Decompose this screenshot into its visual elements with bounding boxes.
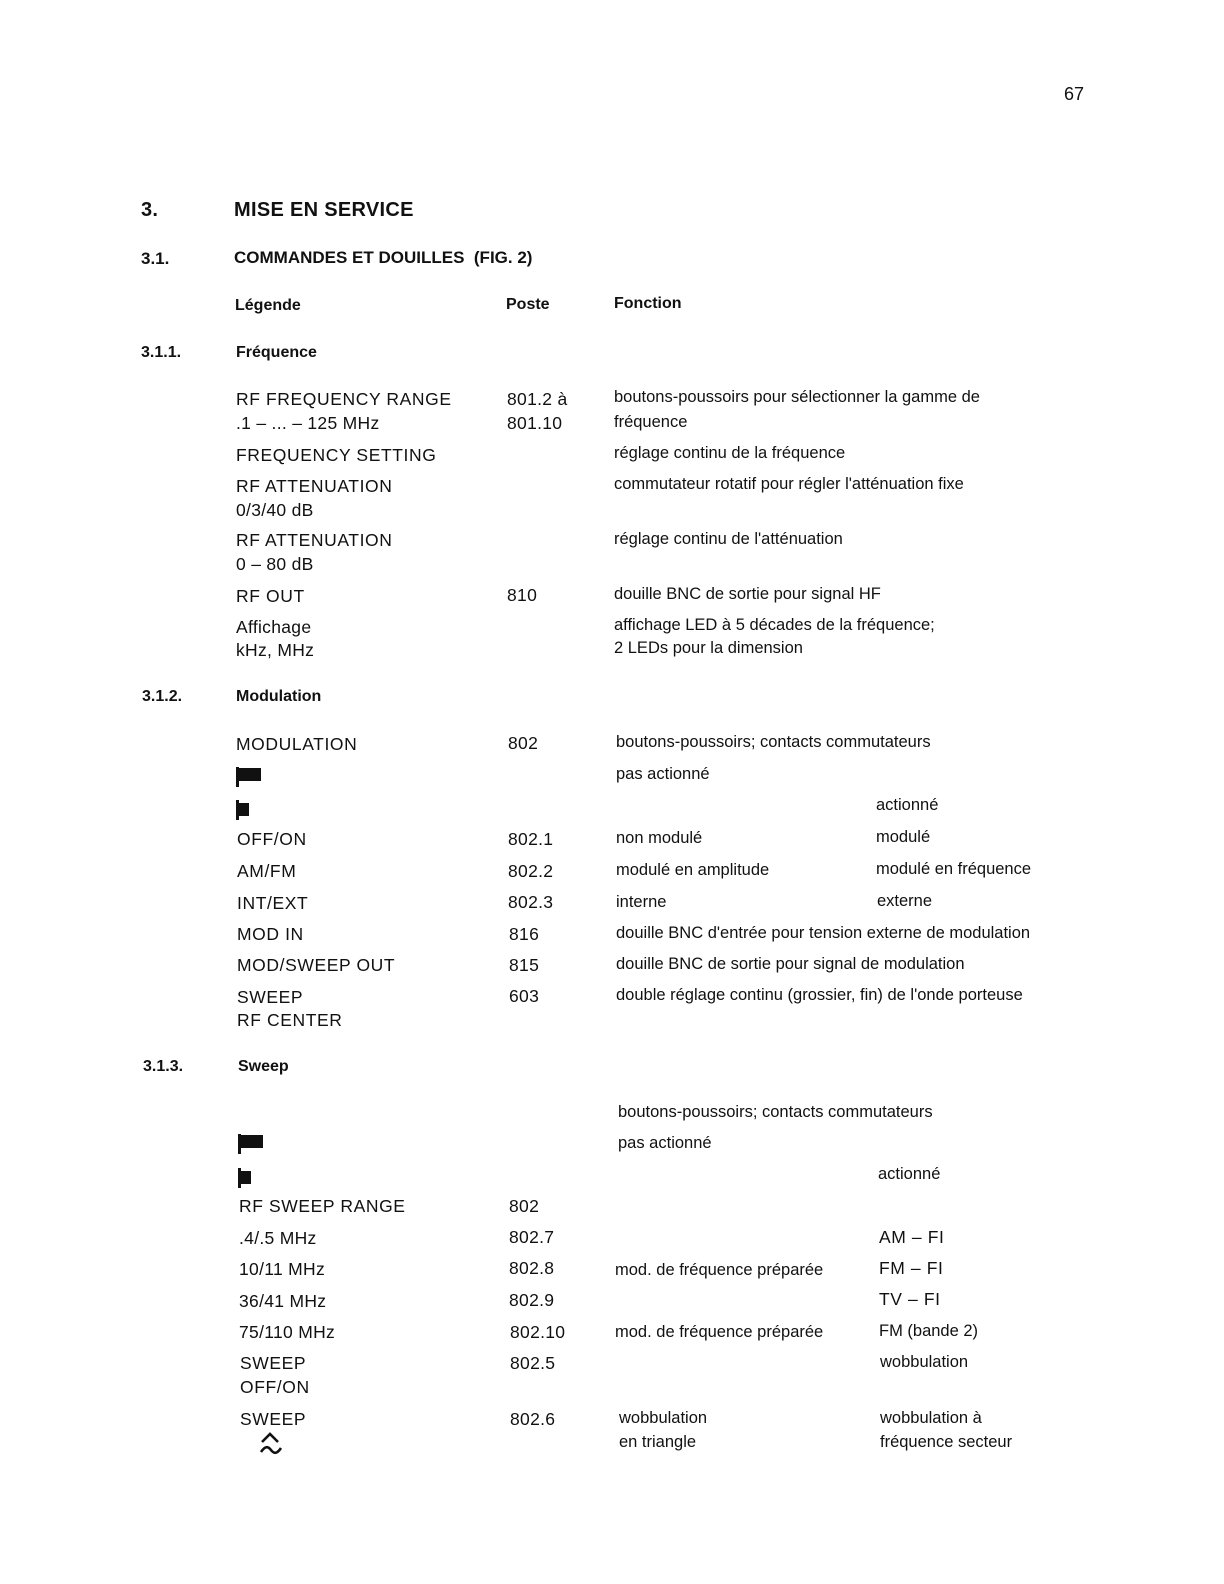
freq-row-function: réglage continu de l'atténuation xyxy=(614,530,843,548)
sweep-row-state-off-line2: en triangle xyxy=(619,1433,697,1451)
sweep-row-legend: 75/110 MHz xyxy=(239,1322,336,1342)
sweep-row-state-on: wobbulation xyxy=(880,1353,969,1371)
sweep-pressed-label: actionné xyxy=(878,1165,941,1183)
sweep-row-state-on: AM – FI xyxy=(879,1227,945,1247)
freq-section-title: Fréquence xyxy=(236,344,317,361)
mod-header-function: boutons-poussoirs; contacts commutateurs xyxy=(616,733,931,751)
mod-header-legend: MODULATION xyxy=(236,734,358,754)
freq-row-legend: RF OUT xyxy=(236,586,305,606)
mod-row-function: douille BNC d'entrée pour tension externe de modulation xyxy=(616,924,1031,942)
freq-row-legend: Affichage xyxy=(236,617,312,637)
mod-pressed-label: actionné xyxy=(876,796,939,814)
freq-section-number: 3.1.1. xyxy=(141,344,182,361)
mod-row-legend: MOD/SWEEP OUT xyxy=(237,955,396,975)
sweep-row-state-off: mod. de fréquence préparée xyxy=(615,1323,824,1341)
sweep-row-legend: 36/41 MHz xyxy=(239,1291,327,1311)
freq-row-function: boutons-poussoirs pour sélectionner la gamme de xyxy=(614,388,980,406)
freq-row-legend-line2: 0/3/40 dB xyxy=(236,500,314,520)
freq-row-legend-line2: .1 – ... – 125 MHz xyxy=(236,413,380,433)
sweep-row-post: 802.10 xyxy=(510,1322,566,1342)
mod-row-state-off: non modulé xyxy=(616,829,703,847)
sweep-row-state-off: wobbulation xyxy=(619,1409,708,1427)
freq-row-legend: RF FREQUENCY RANGE xyxy=(236,389,452,409)
mod-row-state-on: modulé xyxy=(876,828,931,846)
mod-row-legend: SWEEP xyxy=(237,987,304,1007)
sweep-row-legend: .4/.5 MHz xyxy=(239,1228,317,1248)
sweep-section-title: Sweep xyxy=(238,1058,289,1075)
freq-row-post-line2: 801.10 xyxy=(507,413,563,433)
sweep-row-legend: 10/11 MHz xyxy=(239,1259,326,1279)
mod-row-post: 815 xyxy=(509,955,540,975)
freq-row-post: 810 xyxy=(507,585,538,605)
mod-row-legend: AM/FM xyxy=(237,861,297,881)
freq-row-legend-line2: kHz, MHz xyxy=(236,640,315,660)
mod-row-state-on: modulé en fréquence xyxy=(876,860,1032,878)
sweep-row-state-off: mod. de fréquence préparée xyxy=(615,1261,824,1279)
mod-header-post: 802 xyxy=(508,733,539,753)
section-number: 3. xyxy=(141,199,159,221)
sweep-row-post: 802.8 xyxy=(509,1258,555,1278)
sweep-row-state-on-line2: fréquence secteur xyxy=(880,1433,1013,1451)
sweep-row-legend: SWEEP xyxy=(240,1353,307,1373)
sweep-row-state-on: TV – FI xyxy=(879,1289,941,1309)
freq-row-function: commutateur rotatif pour régler l'atténuation fixe xyxy=(614,475,964,493)
sweep-row-post: 802.5 xyxy=(510,1353,556,1373)
triangle-sine-wave-icon xyxy=(257,1430,285,1458)
freq-row-function-line2: 2 LEDs pour la dimension xyxy=(614,639,803,657)
subsection-number: 3.1. xyxy=(141,249,170,268)
mod-row-legend: OFF/ON xyxy=(237,829,307,849)
mod-section-title: Modulation xyxy=(236,688,322,705)
sweep-row-post: 802 xyxy=(509,1196,540,1216)
sweep-header-function: boutons-poussoirs; contacts commutateurs xyxy=(618,1103,933,1121)
sweep-row-post: 802.7 xyxy=(509,1227,555,1247)
column-header-function: Fonction xyxy=(614,295,682,312)
sweep-row-state-on: FM (bande 2) xyxy=(879,1322,979,1340)
freq-row-legend: RF ATTENUATION xyxy=(236,476,393,496)
mod-row-post: 802.1 xyxy=(508,829,554,849)
sweep-row-legend: RF SWEEP RANGE xyxy=(239,1196,406,1216)
mod-row-post: 603 xyxy=(509,986,540,1006)
freq-row-legend-line2: 0 – 80 dB xyxy=(236,554,314,574)
page-number: 67 xyxy=(1064,84,1085,104)
mod-row-legend: MOD IN xyxy=(237,924,304,944)
freq-row-function: affichage LED à 5 décades de la fréquence; xyxy=(614,616,935,634)
sweep-row-post: 802.6 xyxy=(510,1409,556,1429)
sweep-row-post: 802.9 xyxy=(509,1290,555,1310)
mod-row-state-off: interne xyxy=(616,893,667,911)
mod-row-function: double réglage continu (grossier, fin) de l'onde porteuse xyxy=(616,986,1023,1004)
freq-row-post: 801.2 à xyxy=(507,389,568,409)
mod-row-post: 802.2 xyxy=(508,861,554,881)
freq-row-function: douille BNC de sortie pour signal HF xyxy=(614,585,881,603)
sweep-row-state-on: FM – FI xyxy=(879,1258,944,1278)
sweep-row-state-on: wobbulation à xyxy=(880,1409,982,1427)
sweep-row-legend: SWEEP xyxy=(240,1409,307,1429)
freq-row-legend: RF ATTENUATION xyxy=(236,530,393,550)
freq-row-function-line2: fréquence xyxy=(614,413,688,431)
freq-row-function: réglage continu de la fréquence xyxy=(614,444,846,462)
sweep-row-legend-line2: OFF/ON xyxy=(240,1377,310,1397)
section-title: MISE EN SERVICE xyxy=(234,199,414,221)
column-header-legend: Légende xyxy=(235,297,301,314)
mod-not-pressed-label: pas actionné xyxy=(616,765,710,783)
mod-row-state-on: externe xyxy=(877,892,933,910)
subsection-title: COMMANDES ET DOUILLES (FIG. 2) xyxy=(234,248,533,267)
mod-row-post: 802.3 xyxy=(508,892,554,912)
freq-row-legend: FREQUENCY SETTING xyxy=(236,445,437,465)
column-header-post: Poste xyxy=(506,296,550,313)
mod-section-number: 3.1.2. xyxy=(142,688,183,705)
mod-row-legend-line2: RF CENTER xyxy=(237,1010,343,1030)
mod-row-post: 816 xyxy=(509,924,540,944)
mod-row-state-off: modulé en amplitude xyxy=(616,861,770,879)
mod-row-function: douille BNC de sortie pour signal de modulation xyxy=(616,955,965,973)
sweep-section-number: 3.1.3. xyxy=(143,1058,184,1075)
mod-row-legend: INT/EXT xyxy=(237,893,309,913)
sweep-not-pressed-label: pas actionné xyxy=(618,1134,712,1152)
